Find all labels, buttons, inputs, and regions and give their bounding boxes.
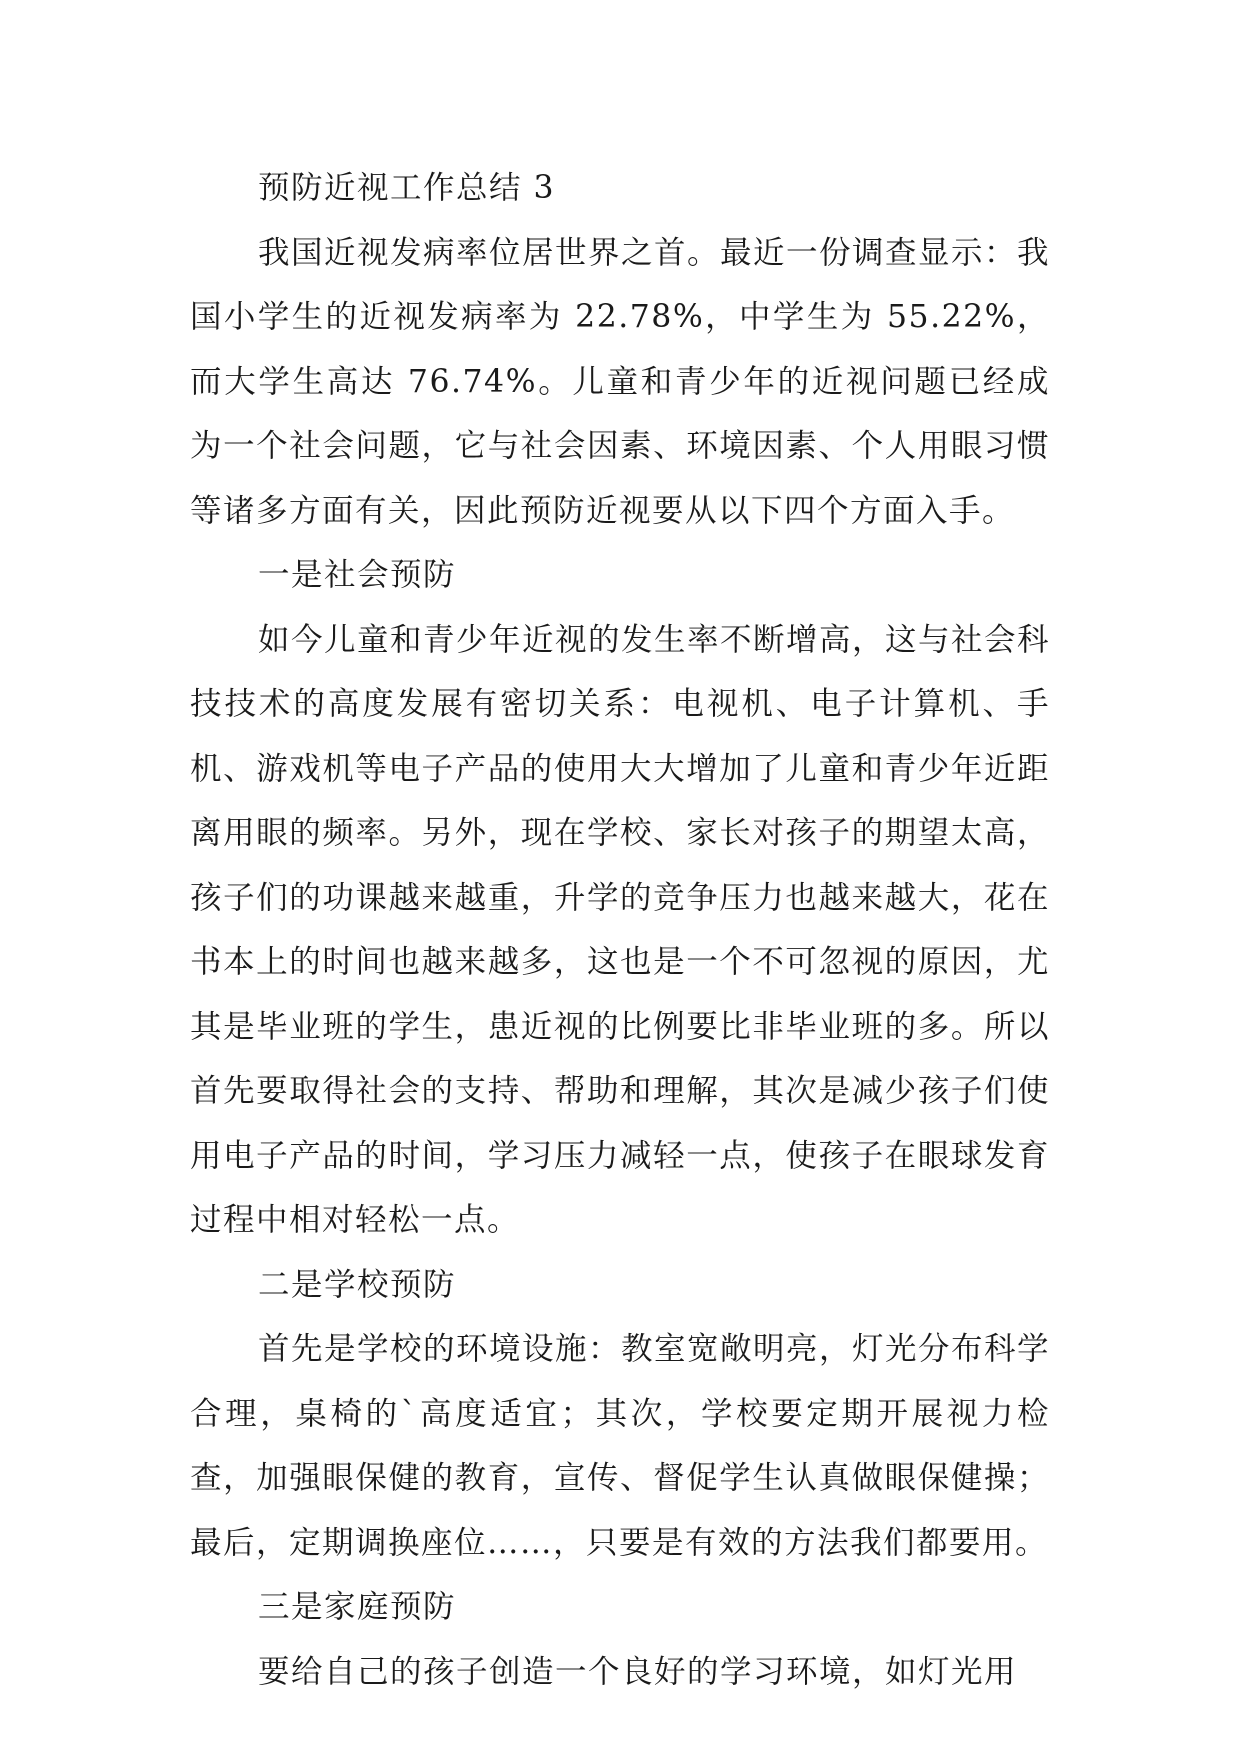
document-title: 预防近视工作总结 3 <box>258 170 556 206</box>
section-heading-family: 三是家庭预防 <box>258 1589 457 1625</box>
section-text-school: 首先是学校的环境设施：教室宽敞明亮，灯光分布科学合理，桌椅的`高度适宜；其次，学校要定期开展视力检查，加强眼保健的教育，宣传、督促学生认真做眼保健操；最后，定期调换座位……，只要是有效的方法我们都要用。 <box>190 1331 1051 1561</box>
document-body <box>190 156 1050 1704</box>
intro-paragraph: 我国近视发病率位居世界之首。最近一份调查显示：我国小学生的近视发病率为 22.78%，中学生为 55.22%，而大学生高达 76.74%。儿童和青少年的近视问题已经成为一个社会问题，它与社会因素、环境因素、个人用眼习惯等诸多方面有关，因此预防近视要从以下四个方面入手。 <box>190 234 1051 529</box>
section-heading-school: 二是学校预防 <box>258 1266 457 1303</box>
section-text-social: 如今儿童和青少年近视的发生率不断增高，这与社会科技技术的高度发展有密切关系：电视机、电子计算机、手机、游戏机等电子产品的使用大大增加了儿童和青少年近距离用眼的频率。另外，现在学校、家长对孩子的期望太高，孩子们的功课越来越重，升学的竞争压力也越来越大，花在书本上的时间也越来越多，这也是一个不可忽视的原因，尤其是毕业班的学生，患近视的比例要比非毕业班的多。所以首先要取得社会的支持、帮助和理解，其次是减少孩子们使用电子产品的时间，学习压力减轻一点，使孩子在眼球发育过程中相对轻松一点。 <box>190 621 1051 1238</box>
section-text-family: 要给自己的孩子创造一个良好的学习环境，如灯光用 <box>258 1653 1018 1690</box>
section-heading-social: 一是社会预防 <box>258 557 457 593</box>
